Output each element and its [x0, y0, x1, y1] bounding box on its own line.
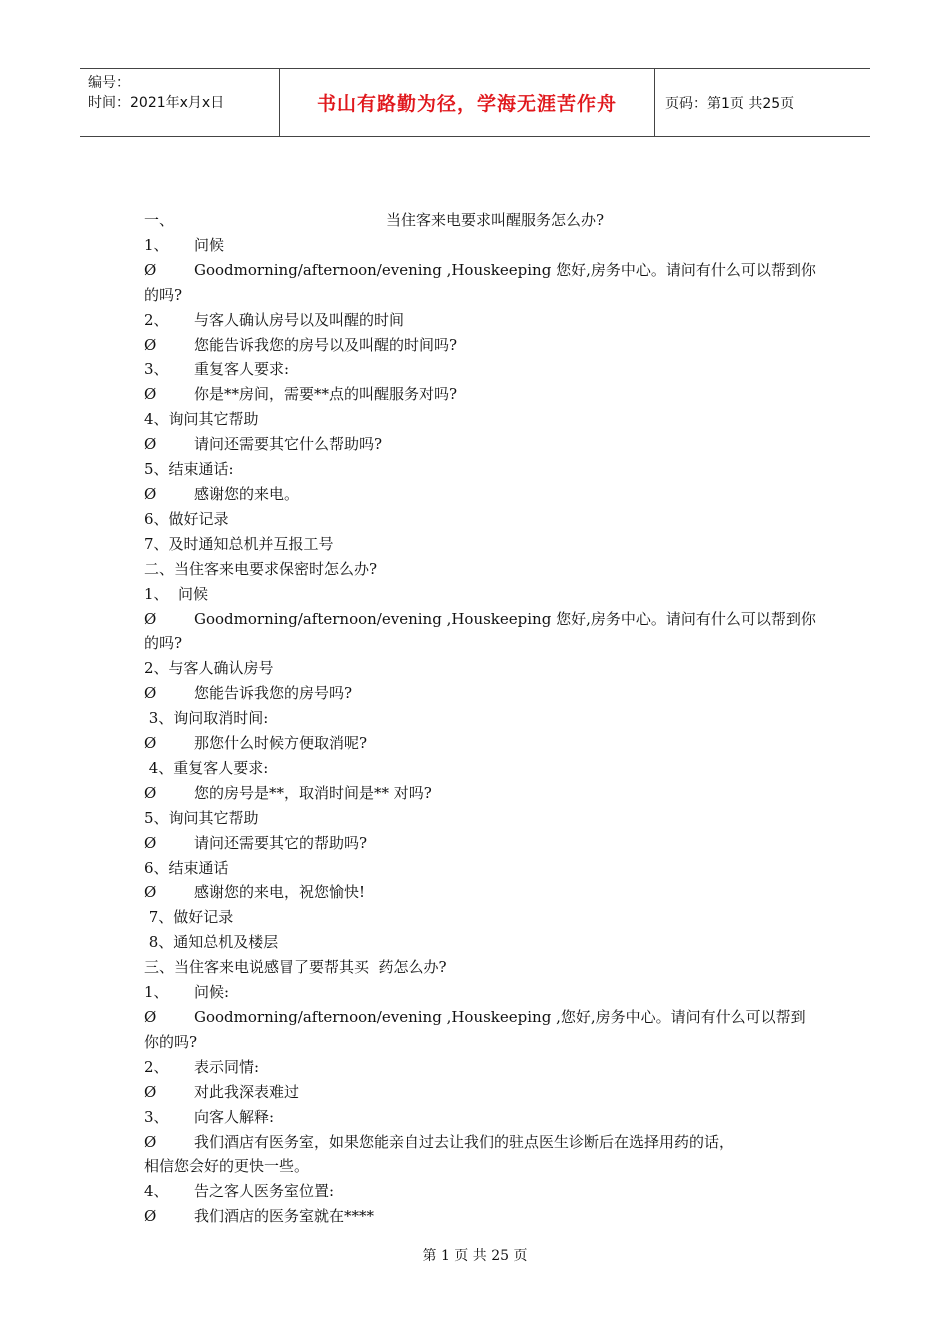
step: 3、询问取消时间: — [144, 709, 269, 728]
number-label: 编号： — [88, 75, 130, 91]
bullet-icon: Ø — [144, 783, 157, 802]
section-3-title: 三、当住客来电说感冒了要帮其买 药怎么办? — [144, 958, 447, 977]
step: 1、 问候: — [144, 983, 230, 1002]
bullet-line: Ø 我们酒店有医务室，如果您能亲自过去让我们的驻点医生诊断后在选择用药的话， — [144, 1130, 814, 1155]
bullet-icon: Ø — [144, 609, 157, 628]
step: 2、 表示同情: — [144, 1057, 260, 1076]
bullet-icon: Ø — [144, 385, 157, 404]
step: 6、结束通话 — [144, 858, 229, 877]
bullet-icon: Ø — [144, 1132, 157, 1151]
bullet-line: Ø 您能告诉我您的房号吗? — [144, 681, 814, 706]
header-page-info: 页码：第1页 共25页 — [665, 95, 795, 112]
step: 3、 向客人解释: — [144, 1107, 275, 1126]
bullet-line: Ø 您的房号是**，取消时间是** 对吗? — [144, 781, 814, 806]
bullet-line: Ø 对此我深表难过 — [144, 1080, 814, 1105]
step: 1、 问候 — [144, 235, 225, 254]
bullet-icon: Ø — [144, 484, 157, 503]
document-body — [144, 208, 814, 1229]
bullet-icon: Ø — [144, 1082, 157, 1101]
bullet-line: Ø 请问还需要其它的帮助吗? — [144, 831, 814, 856]
bullet-icon: Ø — [144, 883, 157, 902]
bullet-icon: Ø — [144, 335, 157, 354]
step: 1、 问候 — [144, 584, 209, 603]
step: 5、结束通话: — [144, 460, 234, 479]
bullet-continuation: 相信您会好的更快一些。 — [144, 1157, 310, 1176]
bullet-icon: Ø — [144, 1207, 157, 1226]
header-meta — [80, 69, 280, 136]
bullet-icon: Ø — [144, 260, 157, 279]
section-1-title: 当住客来电要求叫醒服务怎么办? — [386, 211, 605, 229]
bullet-line: Ø Goodmorning/afternoon/evening ,Houskeeping 您好,房务中心。请问有什么可以帮到你 — [144, 258, 814, 283]
step: 5、询问其它帮助 — [144, 808, 259, 827]
bullet-icon: Ø — [144, 734, 157, 753]
bullet-icon: Ø — [144, 1008, 157, 1026]
bullet-continuation: 的吗? — [144, 285, 183, 304]
bullet-continuation: 的吗? — [144, 634, 183, 653]
bullet-line: Ø 您能告诉我您的房号以及叫醒的时间吗? — [144, 333, 814, 358]
section-1-index: 一、 — [144, 211, 175, 229]
step: 2、 与客人确认房号以及叫醒的时间 — [144, 310, 405, 329]
bullet-line: Ø 我们酒店的医务室就在**** — [144, 1204, 814, 1229]
step: 7、做好记录 — [144, 908, 234, 927]
bullet-line: Ø 感谢您的来电。 — [144, 482, 814, 507]
step: 8、通知总机及楼层 — [144, 933, 279, 952]
page-footer: 第 1 页 共 25 页 — [422, 1248, 528, 1264]
bullet-icon: Ø — [144, 435, 157, 454]
page-header — [80, 68, 870, 137]
bullet-line: Ø 感谢您的来电，祝您愉快! — [144, 880, 814, 905]
step: 7、及时通知总机并互报工号 — [144, 534, 334, 553]
bullet-line: Ø 那您什么时候方便取消呢? — [144, 731, 814, 756]
step: 4、重复客人要求: — [144, 758, 269, 777]
bullet-line: Ø Goodmorning/afternoon/evening ,Houskeeping 您好,房务中心。请问有什么可以帮到你 — [144, 607, 814, 632]
step: 3、 重复客人要求: — [144, 360, 290, 379]
step: 6、做好记录 — [144, 509, 229, 528]
bullet-line: Ø Goodmorning/afternoon/evening ,Houskeeping ,您好,房务中心。请问有什么可以帮到 — [144, 1005, 814, 1030]
bullet-line: Ø 请问还需要其它什么帮助吗? — [144, 432, 814, 457]
step: 4、 告之客人医务室位置: — [144, 1182, 335, 1201]
bullet-line: Ø 你是**房间，需要**点的叫醒服务对吗? — [144, 382, 814, 407]
section-1-heading — [144, 208, 814, 233]
bullet-icon: Ø — [144, 833, 157, 852]
section-2-title: 二、当住客来电要求保密时怎么办? — [144, 559, 378, 578]
bullet-continuation: 你的吗? — [144, 1032, 198, 1051]
step: 4、询问其它帮助 — [144, 410, 259, 429]
header-motto: 书山有路勤为径，学海无涯苦作舟 — [280, 69, 655, 136]
step: 2、与客人确认房号 — [144, 659, 274, 678]
bullet-icon: Ø — [144, 684, 157, 703]
time-label: 时间：2021年x月x日 — [88, 95, 225, 111]
